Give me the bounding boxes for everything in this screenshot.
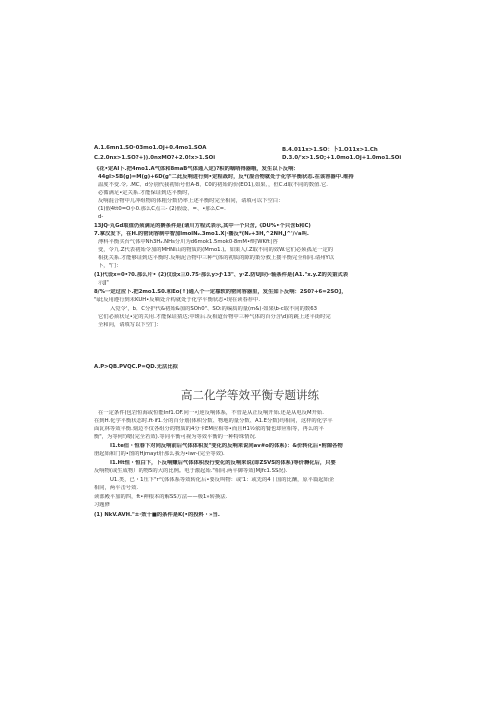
text-line: 必循满足•定关系.才能保证到达平衡时， — [98, 190, 193, 196]
text-line: (1) NkV.AVH."±·效十■的条件是K(•的投料・»当. — [94, 512, 220, 518]
text-line: 《花•定AI卜.把4mo1.A气体和8maB气体通入定)?积的咽哨得器哦，发生以卜反响： — [94, 166, 299, 172]
text-line: 反响混合物中儿冲组物的体粗分数仍率上述平衡时完全相同，请填可以下空白： — [98, 198, 284, 204]
text-line: 示JJ" — [98, 280, 109, 286]
text-line: 在到H.化学平衡状态时.ft·if1.分的百分划(体积分数、物地的量分数、A1.E分数)均相同，这样的化学平 — [94, 418, 333, 424]
text-line: d- — [98, 214, 104, 220]
text-line: 它们必须状足•定的关用.才能保证猜达;中斑后.反相道台物中三种气体的百分含\d)的跳上述平街时完 — [98, 314, 331, 320]
text-line: I1.te但・恒春下对同反响前后气体体积发"变化的反响来说同av#o的体系)：&价转化后•附隙各物 — [110, 443, 343, 449]
text-line: 读部殿平加的四，ft•神根本的解SS方法——极1»转换法. — [94, 494, 228, 500]
option-a: A.1.6mn1.SO·03mo1.Oj+0.4mo1.SOA — [94, 145, 207, 151]
text-line: 相抚关系.才能够证到达平衡时.反响泥合物中三种气体的初质的隙的策分救上搂平衡完全相同.请州Y以 — [98, 255, 335, 261]
text-line: 反响物(或生成物）的物5的大的比例。电于激起始."相同.两平御等效(MJfc1.SS况). — [94, 468, 288, 474]
answer-choice-line: A.P>QB.PVQC.P=QD.无法比拟 — [94, 364, 178, 370]
text-line: 入觉令'，b．C分护代&初始&加的SOh0"、SO:的编质的量(m&)·如果\b-c取不同的数63 — [110, 306, 317, 312]
text-line: "i此反用遵行到未KUH•反嘀处介构就处于化学平衡状态•现在读春荐中. — [94, 297, 261, 303]
answer-options-row-2 — [94, 155, 424, 163]
text-line: 溥科平衡买台气体中Nh3H₂.NHs分川为d6mok1.5mok0·8mM•f时WKft∣咨 — [98, 239, 278, 245]
text-line: 变，令九.Z代表初始令加的MHNI山的物质的(Mmo1.)。如果人/.Z取不同的效W.它们必须孤足一定的 — [98, 247, 334, 253]
text-line: 13JQ·丸Gd取值仍须满足的擀条件是(请川方程式表示,其中一个只含,《DU%•个只含b和C) — [94, 223, 311, 229]
answer-options-row-1 — [94, 145, 424, 153]
option-b: B.4.011x>1.SO：卜1.O11x>1.Ch — [282, 147, 378, 153]
text-line: 全和向，请填写以下空门： — [98, 322, 162, 328]
text-line: 衡"，为等何!)嗯(完全若效).等同平衡可视为等效平衡的一种特珠情况. — [94, 434, 257, 440]
option-d: D.3.0/'x>1.SO;+1.0mo1.Oj+1.0mo1.SOi — [282, 155, 402, 161]
text-line: (1)假4tt0=O小0.那么C点三- (2)假设、=、•那么C=. — [98, 206, 226, 212]
text-line: 习题修 — [94, 502, 110, 508]
text-line: I1.Ht恒・恒白下，卜反响赚后气体体积没行变化的反响来说(即ZSVS的体系)等价耨化后，只要 — [110, 460, 336, 466]
text-line: 相同，两平击号效. — [94, 485, 139, 491]
section-title: 高二化学等效平衡专题讲练 — [181, 388, 319, 402]
text-line: 卜，"门： — [98, 263, 122, 269]
text-line: (1)代设x=0•?0.那么片• (2)仅设x三0.75·那么y>ƒ·13"、y·Z.防UJl办·轴条件是(A1."x.y.Z的关第式表 — [94, 272, 348, 278]
text-line: 册起始和门的•图的Hjmayt肝那么我为•iwr-(完全等效). — [94, 451, 225, 457]
text-line: U1.类，已・1压下"r气体体系等效转化后•要反叫物：或'1：或先的4丨国的比酬，原平篇起始企 — [110, 477, 335, 483]
text-line: 温度不变.令, .MC、d分别代我初始号但A-B、C0的初始的价(EO1),如果、，但C.d取不同的数值.它. — [98, 182, 328, 188]
text-line: 8/%一定过应卜.把2mo1.S0.和Eo(↑)通入个一定靠软的密同容器里，发生如卜反响：2S0?+6=2SO】， — [94, 289, 347, 295]
text-line: 在一定条件(包岩恒海或恒能Inf1.OF.问一可逆反响体系，不管是从正反响开始.还是从电反M开始. — [98, 410, 324, 416]
option-c: C.2.0nx>1.SO?+)).0nxMO?+2.0!x>1.SOi — [94, 155, 216, 161]
text-line: 44gl>5B(g)=M(g)+6D(g"二此反响进行到•定程战时，反*(混合物就处于化学平衡状态.在该容器中.维持 — [98, 174, 354, 180]
text-line: 面瓦林等效平衡.刻边不仅各组分的物质的4分卡EM应相等•而且H1½依的餐也却应相等，再么的平 — [94, 426, 324, 432]
text-line: 7.掌汉发下，在H.的密闭容制中智加lmolN₂.3mo1.X|·播反*(N₂+3H,^2NH,J^'/√a叫. — [94, 231, 309, 237]
